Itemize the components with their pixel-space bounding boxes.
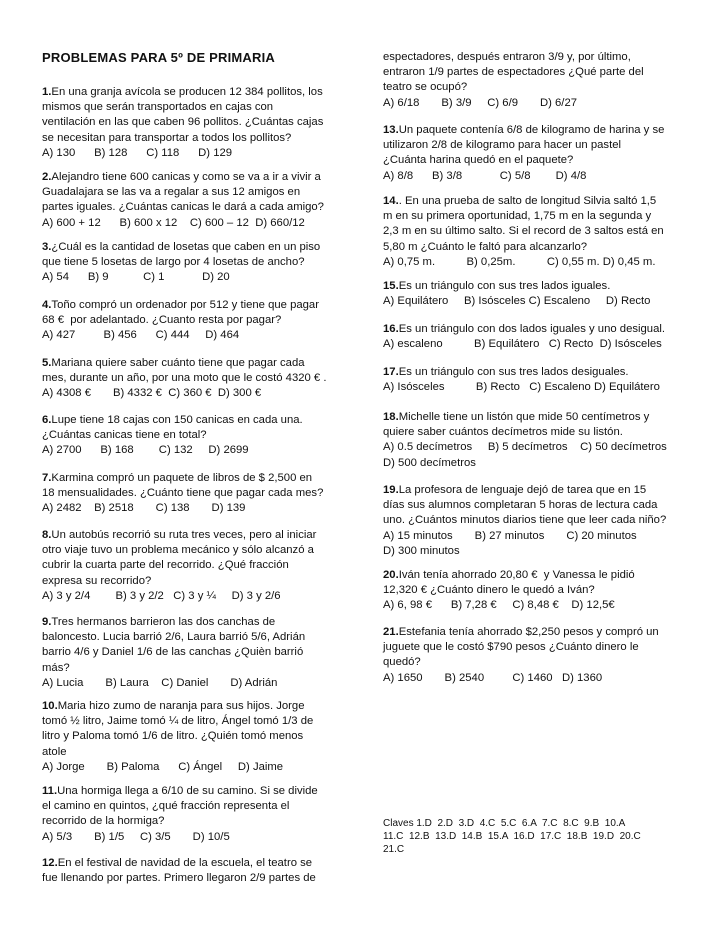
problem-16: [383, 322, 693, 352]
problem-text: En una granja avícola se producen 12 384 pollitos, los: [51, 86, 323, 98]
problem-text: A) 54 B) 9 C) 1 D) 20: [42, 271, 230, 284]
problem-text: A) Equilátero B) Isósceles C) Escaleno D) Recto: [383, 295, 651, 308]
problem-text: A) 2482 B) 2518 C) 138 D) 139: [42, 502, 246, 515]
problem-7: [42, 471, 352, 517]
problem-text: Mariana quiere saber cuánto tiene que pagar cada: [51, 357, 305, 369]
problem-text: Una hormiga llega a 6/10 de su camino. Si se divide: [57, 785, 318, 797]
problem-20: [383, 568, 693, 614]
problem-number: 2.: [42, 171, 52, 183]
problem-text: ventilación en las que caben 96 pollitos. ¿Cuántas cajas: [42, 116, 324, 129]
problem-number: 16.: [383, 323, 399, 335]
page-title: PROBLEMAS PARA 5º DE PRIMARIA: [42, 50, 276, 65]
problem-number: 7.: [42, 472, 52, 484]
problem-text: . En una prueba de salto de longitud Silvia saltó 1,5: [398, 195, 657, 207]
problem-text: m en su primera oportunidad, 1,75 m en la segunda y: [383, 210, 652, 223]
problem-text: quiere saber cuántos decímetros mide su listón.: [383, 426, 623, 439]
problem-text: Un autobús recorrió su ruta tres veces, pero al iniciar: [51, 529, 317, 541]
problem-number: 1.: [42, 86, 52, 98]
problem-text: D) 300 minutos: [383, 544, 460, 557]
problem-text: barrio 4/6 y Daniel 1/6 de las canchas ¿Quièn barrió: [42, 646, 304, 659]
problem-text: 68 € por adelantado. ¿Cuanto resta por pagar?: [42, 314, 282, 327]
problem-text: mes, durante un año, por una moto que le costó 4320 € .: [42, 372, 327, 385]
problem-text: Michelle tiene un listón que mide 50 centímetros y: [398, 411, 650, 423]
problem-4: [42, 298, 352, 344]
problem-text: uno. ¿Cuántos minutos diarios tiene que leer cada niño?: [383, 514, 667, 527]
problem-number: 15.: [383, 280, 399, 292]
problem-text: A) 15 minutos B) 27 minutos C) 20 minutos: [383, 529, 637, 542]
problem-text: A) Jorge B) Paloma C) Ángel D) Jaime: [42, 760, 284, 773]
answer-key-line: 21.C: [383, 844, 405, 855]
problem-2: [42, 170, 352, 231]
problem-number: 4.: [42, 299, 52, 311]
problem-text: Es un triángulo con sus tres lados iguales.: [398, 280, 611, 292]
problem-text: A) escaleno B) Equilátero C) Recto D) Isósceles: [383, 338, 662, 351]
problem-number: 19.: [383, 484, 399, 496]
problem-text: A) 1650 B) 2540 C) 1460 D) 1360: [383, 671, 603, 684]
problem-12-cont: [383, 50, 693, 111]
problem-text: 2,3 m en su último salto. Si el record de 3 saltos está en: [383, 225, 664, 238]
problem-18: [383, 410, 693, 471]
problem-text: A) 600 + 12 B) 600 x 12 C) 600 – 12 D) 660/12: [42, 216, 305, 229]
problem-8: [42, 528, 352, 604]
problem-text: A) 5/3 B) 1/5 C) 3/5 D) 10/5: [42, 830, 230, 843]
problem-text: Es un triángulo con dos lados iguales y uno desigual.: [398, 323, 666, 335]
problem-number: 11.: [42, 785, 58, 797]
problem-number: 8.: [42, 529, 52, 541]
problem-text: A) Lucia B) Laura C) Daniel D) Adrián: [42, 676, 278, 689]
problem-text: que tiene 5 losetas de largo por 4 losetas de ancho?: [42, 256, 305, 269]
problem-text: D) 500 decímetros: [383, 456, 476, 469]
problem-6: [42, 413, 352, 459]
problem-text: A) 0.5 decímetros B) 5 decímetros C) 50 decímetros: [383, 441, 667, 454]
problem-text: más?: [42, 661, 70, 674]
problem-21: [383, 625, 693, 686]
problem-number: 6.: [42, 414, 52, 426]
problem-text: A) 0,75 m. B) 0,25m. C) 0,55 m. D) 0,45 m.: [383, 255, 656, 268]
problem-19: [383, 483, 693, 559]
problem-text: A) 427 B) 456 C) 444 D) 464: [42, 329, 240, 342]
problem-number: 13.: [383, 124, 399, 136]
problem-number: 17.: [383, 366, 399, 378]
problem-3: [42, 240, 352, 286]
answer-key-line: Claves 1.D 2.D 3.D 4.C 5.C 6.A 7.C 8.C 9.B 10.A: [383, 818, 626, 829]
problem-text: mismos que serán transportados en cajas con: [42, 101, 274, 114]
problem-text: En el festival de navidad de la escuela, el teatro se: [57, 857, 313, 869]
problem-number: 20.: [383, 569, 399, 581]
problem-text: A) 6, 98 € B) 7,28 € C) 8,48 € D) 12,5€: [383, 599, 615, 612]
problem-12: [42, 856, 352, 886]
problem-text: A) 6/18 B) 3/9 C) 6/9 D) 6/27: [383, 96, 578, 109]
problem-text: Lupe tiene 18 cajas con 150 canicas en cada una.: [51, 414, 303, 426]
problem-text: el camino en quintos, ¿qué fracción representa el: [42, 800, 290, 813]
problem-number: 3.: [42, 241, 52, 253]
problem-text: A) Isósceles B) Recto C) Escaleno D) Equilátero: [383, 381, 660, 394]
problem-number: 18.: [383, 411, 399, 423]
problem-text: ¿Cuál es la cantidad de losetas que caben en un piso: [51, 241, 321, 253]
problem-text: entraron 1/9 partes de espectadores ¿Qué parte del: [383, 66, 644, 79]
problem-number: 10.: [42, 700, 58, 712]
problem-11: [42, 784, 352, 845]
problem-text: Maria hizo zumo de naranja para sus hijos. Jorge: [57, 700, 305, 712]
problem-text: Tres hermanos barrieron las dos canchas de: [51, 616, 276, 628]
problem-text: 12,320 € ¿Cuánto dinero le quedó a Iván?: [383, 584, 595, 597]
problem-text: se necesitan para transportar a todos los pollitos?: [42, 131, 292, 144]
problem-number: 21.: [383, 626, 399, 638]
problem-text: 18 mensualidades. ¿Cuánto tiene que pagar cada mes?: [42, 487, 324, 500]
problem-15: [383, 279, 693, 309]
problem-5: [42, 356, 352, 402]
problem-9: [42, 615, 352, 691]
problem-number: 12.: [42, 857, 58, 869]
problem-text: atole: [42, 745, 67, 758]
problem-text: litro y Paloma tomó 1/6 de litro. ¿Quién tomó menos: [42, 730, 304, 743]
problem-text: ¿Cuántas canicas tiene en total?: [42, 429, 207, 442]
problem-17: [383, 365, 693, 395]
problem-text: utilizaron 2/8 de kilogramo para hacer un pastel: [383, 139, 622, 152]
problem-1: [42, 85, 352, 161]
problem-text: Guadalajara se las va a regalar a sus 12 amigos en: [42, 186, 301, 199]
problem-text: A) 8/8 B) 3/8 C) 5/8 D) 4/8: [383, 169, 587, 182]
problem-10: [42, 699, 352, 775]
problem-13: [383, 123, 693, 184]
problem-number: 9.: [42, 616, 52, 628]
problem-text: fue llenando por partes. Primero llegaron 2/9 partes de: [42, 872, 316, 885]
problem-text: A) 3 y 2/4 B) 3 y 2/2 C) 3 y ¼ D) 3 y 2/6: [42, 589, 281, 602]
problem-text: baloncesto. Lucia barrió 2/6, Laura barrió 5/6, Adrián: [42, 631, 306, 644]
problem-text: partes iguales. ¿Cuántas canicas le dará a cada amigo?: [42, 201, 324, 214]
problem-text: Toño compró un ordenador por 512 y tiene que pagar: [51, 299, 319, 311]
problem-text: teatro se ocupó?: [383, 81, 468, 94]
problem-text: A) 4308 € B) 4332 € C) 360 € D) 300 €: [42, 387, 262, 400]
problem-14: [383, 194, 693, 270]
problem-text: ¿Cuánta harina quedó en el paquete?: [383, 154, 574, 167]
problem-text: La profesora de lenguaje dejó de tarea que en 15: [398, 484, 647, 496]
problem-text: expresa su recorrido?: [42, 574, 152, 587]
problem-number: 14.: [383, 195, 399, 207]
problem-text: recorrido de la hormiga?: [42, 815, 165, 828]
problem-text: otro viaje tuvo un problema mecánico y sólo alcanzó a: [42, 544, 314, 557]
problem-text: juguete que le costó $790 pesos ¿Cuánto dinero le: [383, 641, 639, 654]
problem-text: Iván tenía ahorrado 20,80 € y Vanessa le pidió: [398, 569, 635, 581]
problem-text: 5,80 m ¿Cuánto le faltó para alcanzarlo?: [383, 240, 588, 253]
problem-text: Estefania tenía ahorrado $2,250 pesos y compró un: [398, 626, 659, 638]
problem-text: espectadores, después entraron 3/9 y, por último,: [383, 51, 631, 63]
problem-text: Un paquete contenía 6/8 de kilogramo de harina y se: [398, 124, 665, 136]
problem-text: Es un triángulo con sus tres lados desiguales.: [398, 366, 629, 378]
answer-key-line: 11.C 12.B 13.D 14.B 15.A 16.D 17.C 18.B 19.D 20.C: [383, 831, 641, 842]
problem-text: tomó ½ litro, Jaime tomó ¼ de litro, Ángel tomó 1/3 de: [42, 715, 314, 728]
problem-text: quedó?: [383, 656, 421, 669]
problem-text: Alejandro tiene 600 canicas y como se va a ir a vivir a: [51, 171, 321, 183]
answer-keys: [383, 817, 641, 856]
problem-number: 5.: [42, 357, 52, 369]
problem-text: cubrir la cuarta parte del recorrido. ¿Qué fracción: [42, 559, 289, 572]
problem-text: A) 130 B) 128 C) 118 D) 129: [42, 146, 233, 159]
problem-text: A) 2700 B) 168 C) 132 D) 2699: [42, 444, 249, 457]
problem-text: Karmina compró un paquete de libros de $ 2,500 en: [51, 472, 313, 484]
problem-text: días sus alumnos completaran 5 horas de lectura cada: [383, 499, 658, 512]
